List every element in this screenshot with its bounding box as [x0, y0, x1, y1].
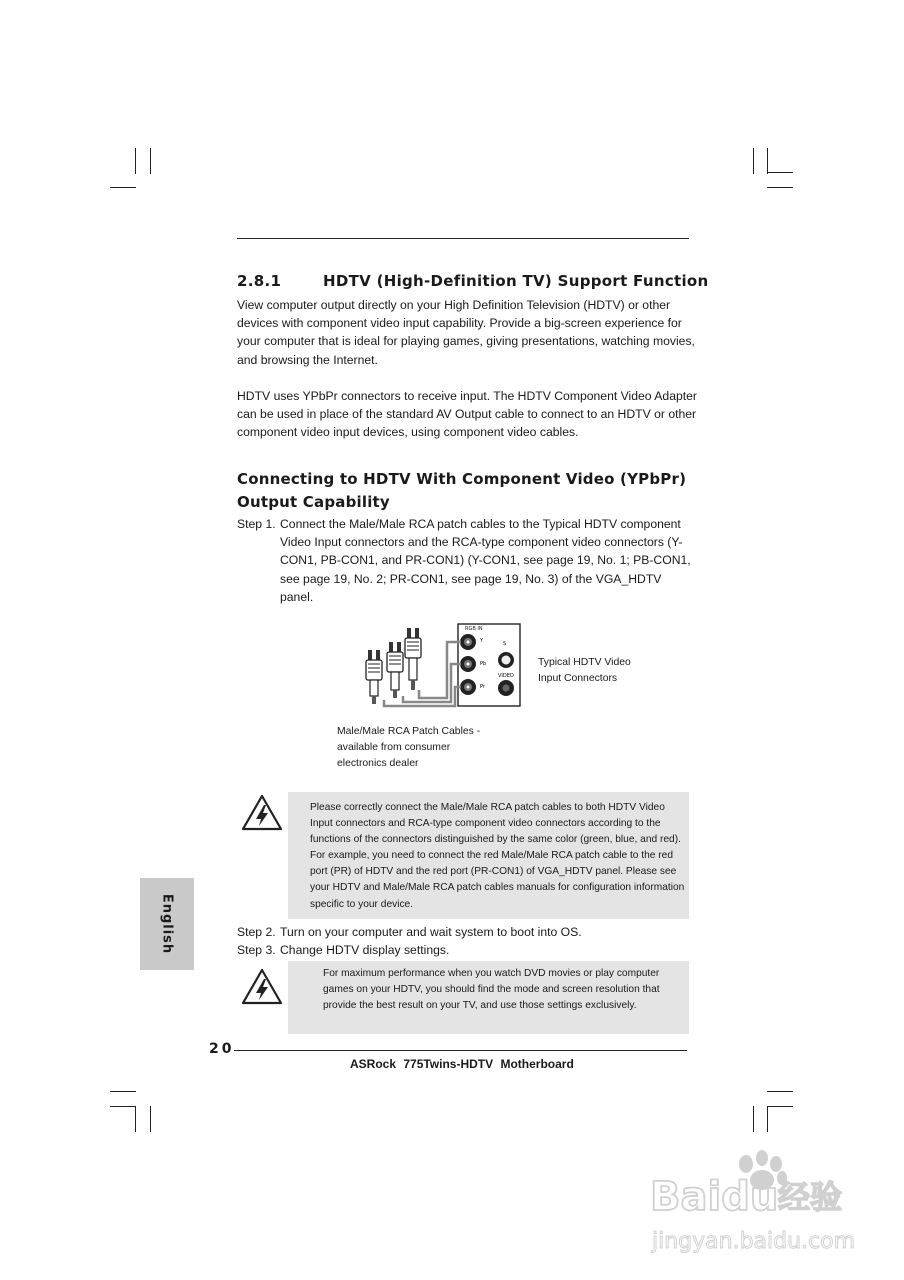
warning-icon — [241, 968, 283, 1006]
ypbpr-paragraph: HDTV uses YPbPr connectors to receive input. The HDTV Component Video Adapter can be used in place of the standard AV Output cable to connect to an HDTV or other component video input devices, using component video cables. — [237, 389, 697, 440]
pb-label: Pb — [480, 661, 487, 667]
crop-mark — [767, 1106, 768, 1132]
header-rule — [237, 238, 689, 239]
caption-line: Male/Male RCA Patch Cables - — [337, 726, 481, 737]
crop-mark — [110, 1091, 136, 1092]
step-text: Connect the Male/Male RCA patch cables to the Typical HDTV component — [280, 517, 681, 531]
video-label: VIDEO — [498, 673, 514, 679]
step-label: Step 2. — [237, 925, 276, 939]
rca-plug — [387, 642, 403, 698]
note-box-performance — [288, 961, 689, 1034]
caption-line: electronics dealer — [337, 758, 419, 769]
step-text-continued: Video Input connectors and the RCA-type component video connectors (Y-CON1, PB-CON1, and PR-CON1) (Y-CON1, see page 19, No. 1; PB-CON1, see page 19, No. 2; PR-CON1, see page 19, No. 3) of the VGA_HDTV panel. — [280, 535, 691, 604]
intro-paragraph: View computer output directly on your High Definition Television (HDTV) or other devices with component video input capability. Provide a big-screen experience for your computer that is ideal for playing games, giving presentations, watching movies, and browsing the Internet. — [237, 298, 695, 367]
y-label: Y — [480, 638, 484, 644]
crop-mark — [150, 148, 151, 174]
crop-mark — [767, 187, 793, 188]
footer-title: ASRock 775Twins-HDTV Motherboard — [350, 1057, 574, 1071]
crop-mark — [110, 1106, 136, 1107]
patch-cable-caption — [337, 724, 480, 772]
baidu-watermark — [650, 1150, 880, 1260]
crop-mark — [767, 172, 793, 173]
note-box-connection — [288, 792, 689, 919]
crop-mark — [767, 1106, 793, 1107]
hdtv-input-caption — [538, 655, 631, 687]
step-text: Change HDTV display settings. — [280, 943, 450, 957]
section-number: 2.8.1 — [237, 272, 282, 290]
step-label: Step 3. — [237, 943, 276, 957]
warning-icon — [241, 794, 283, 832]
section-heading — [237, 272, 709, 290]
caption-line: Typical HDTV Video — [538, 657, 631, 668]
watermark-url: jingyan.baidu.com — [652, 1229, 856, 1254]
crop-mark — [753, 1106, 754, 1132]
caption-line: Input Connectors — [538, 673, 618, 684]
crop-mark — [135, 1106, 136, 1132]
caption-line: available from consumer — [337, 742, 451, 753]
crop-mark — [767, 1091, 793, 1092]
step-3 — [237, 941, 697, 959]
language-tab-label: English — [159, 893, 175, 955]
section-title: HDTV (High-Definition TV) Support Function — [323, 272, 709, 290]
rca-connection-diagram — [355, 620, 525, 712]
pr-label: Pr — [480, 684, 485, 690]
language-tab — [140, 878, 194, 970]
s-label: S — [503, 641, 507, 647]
crop-mark — [135, 148, 136, 174]
rca-plug — [405, 628, 421, 690]
crop-mark — [767, 148, 768, 174]
footer-rule — [234, 1050, 687, 1051]
crop-mark — [150, 1106, 151, 1132]
step-2 — [237, 923, 697, 941]
step-1 — [237, 515, 697, 606]
note-text: Please correctly connect the Male/Male RCA patch cables to both HDTV Video Input connectors and RCA-type component video connectors according to the functions of the connectors distinguished by the same color (green, blue, and red). For example, you need to connect the red Male/Male RCA patch cable to the red port (PR) of HDTV and the red port (PR-CON1) of VGA_HDTV panel. Please see your HDTV and Male/Male RCA patch cables manuals for configuration information specific to your device. — [310, 802, 685, 910]
note-text: For maximum performance when you watch DVD movies or play computer games on your HDTV, you should find the mode and screen resolution that provide the best result on your TV, and use those settings exclusively. — [323, 968, 660, 1012]
page-number: 20 — [209, 1041, 235, 1057]
step-text: Turn on your computer and wait system to boot into OS. — [280, 925, 582, 939]
crop-mark — [110, 187, 136, 188]
panel-top-label: RGB IN — [465, 626, 483, 632]
step-label: Step 1. — [237, 517, 276, 531]
subsection-heading: Connecting to HDTV With Component Video (YPbPr) Output Capability — [237, 470, 687, 511]
watermark-brand-cn: 经验 — [778, 1178, 843, 1216]
watermark-brand: Baidu — [650, 1174, 779, 1220]
crop-mark — [753, 148, 754, 174]
